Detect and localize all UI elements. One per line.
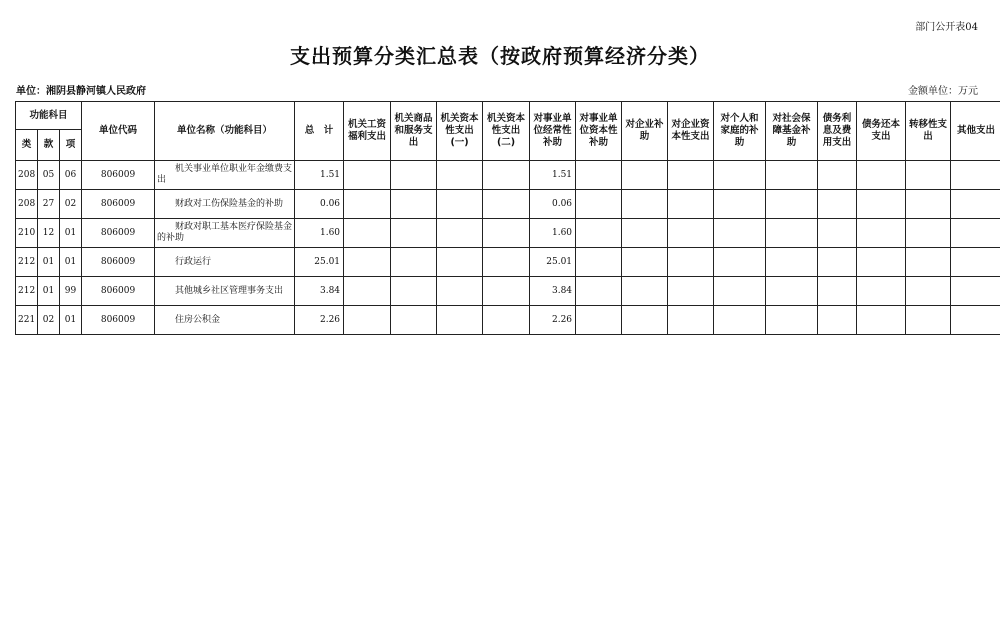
cell-kuan: 05 bbox=[38, 161, 60, 190]
cell-c3 bbox=[437, 161, 483, 190]
cell-c1 bbox=[344, 277, 391, 306]
cell-c11 bbox=[818, 161, 857, 190]
cell-unit-name-text: 机关事业单位职业年金缴费支出 bbox=[157, 164, 293, 185]
cell-unit-name bbox=[155, 190, 295, 219]
cell-total: 1.60 bbox=[295, 219, 344, 248]
cell-c14 bbox=[951, 219, 1000, 248]
cell-lei: 208 bbox=[16, 190, 38, 219]
page-title: 支出预算分类汇总表（按政府预算经济分类） bbox=[290, 44, 710, 68]
cell-c8 bbox=[668, 219, 714, 248]
cell-c14 bbox=[951, 161, 1000, 190]
cell-lei: 212 bbox=[16, 248, 38, 277]
cell-c8 bbox=[668, 277, 714, 306]
cell-c10 bbox=[766, 219, 818, 248]
cell-c4 bbox=[483, 306, 530, 335]
header-c4: 机关资本性支出(二) bbox=[483, 102, 530, 161]
cell-c5: 1.60 bbox=[530, 219, 576, 248]
amount-unit: 金额单位：万元 bbox=[908, 86, 978, 97]
cell-total: 25.01 bbox=[295, 248, 344, 277]
cell-c6 bbox=[576, 306, 622, 335]
cell-c5: 0.06 bbox=[530, 190, 576, 219]
cell-xiang: 01 bbox=[60, 248, 82, 277]
cell-c13 bbox=[906, 306, 951, 335]
cell-unit-code: 806009 bbox=[82, 306, 155, 335]
cell-c13 bbox=[906, 190, 951, 219]
header-c14: 其他支出 bbox=[951, 102, 1000, 161]
cell-c7 bbox=[622, 219, 668, 248]
header-func-subject: 功能科目 bbox=[16, 102, 82, 130]
cell-unit-name-text: 其他城乡社区管理事务支出 bbox=[175, 285, 284, 296]
cell-c4 bbox=[483, 190, 530, 219]
cell-c11 bbox=[818, 219, 857, 248]
header-unit-name: 单位名称（功能科目） bbox=[155, 102, 295, 161]
cell-unit-name-text: 财政对工伤保险基金的补助 bbox=[175, 198, 284, 209]
table-row bbox=[16, 190, 1000, 219]
cell-c3 bbox=[437, 219, 483, 248]
cell-unit-name bbox=[155, 219, 295, 248]
cell-unit-name bbox=[155, 161, 295, 190]
header-c8: 对企业资本性支出 bbox=[668, 102, 714, 161]
cell-unit-name-text: 行政运行 bbox=[175, 256, 212, 267]
table-row bbox=[16, 248, 1000, 277]
cell-c7 bbox=[622, 248, 668, 277]
cell-unit-code: 806009 bbox=[82, 277, 155, 306]
cell-c11 bbox=[818, 248, 857, 277]
cell-c12 bbox=[857, 190, 906, 219]
cell-c4 bbox=[483, 219, 530, 248]
cell-c8 bbox=[668, 161, 714, 190]
cell-c14 bbox=[951, 306, 1000, 335]
header-lei: 类 bbox=[16, 130, 38, 161]
cell-unit-name-text: 住房公积金 bbox=[175, 314, 221, 325]
cell-kuan: 01 bbox=[38, 248, 60, 277]
cell-c9 bbox=[714, 190, 766, 219]
cell-c10 bbox=[766, 277, 818, 306]
cell-c12 bbox=[857, 219, 906, 248]
cell-kuan: 27 bbox=[38, 190, 60, 219]
cell-c9 bbox=[714, 277, 766, 306]
cell-c6 bbox=[576, 248, 622, 277]
cell-c1 bbox=[344, 161, 391, 190]
cell-unit-code: 806009 bbox=[82, 248, 155, 277]
cell-c10 bbox=[766, 161, 818, 190]
cell-total: 1.51 bbox=[295, 161, 344, 190]
table-row bbox=[16, 306, 1000, 335]
cell-c6 bbox=[576, 277, 622, 306]
cell-lei: 210 bbox=[16, 219, 38, 248]
cell-c13 bbox=[906, 161, 951, 190]
cell-c4 bbox=[483, 161, 530, 190]
cell-lei: 208 bbox=[16, 161, 38, 190]
cell-c10 bbox=[766, 248, 818, 277]
cell-total: 2.26 bbox=[295, 306, 344, 335]
header-c12: 债务还本支出 bbox=[857, 102, 906, 161]
table-row bbox=[16, 161, 1000, 190]
header-c7: 对企业补助 bbox=[622, 102, 668, 161]
cell-c10 bbox=[766, 306, 818, 335]
cell-c1 bbox=[344, 306, 391, 335]
cell-c7 bbox=[622, 306, 668, 335]
cell-unit-name-text: 财政对职工基本医疗保险基金的补助 bbox=[157, 222, 293, 243]
header-c10: 对社会保障基金补助 bbox=[766, 102, 818, 161]
cell-unit-name bbox=[155, 306, 295, 335]
cell-c7 bbox=[622, 161, 668, 190]
cell-c12 bbox=[857, 306, 906, 335]
cell-c2 bbox=[391, 219, 437, 248]
cell-kuan: 01 bbox=[38, 277, 60, 306]
cell-c2 bbox=[391, 161, 437, 190]
cell-c14 bbox=[951, 277, 1000, 306]
cell-c5: 25.01 bbox=[530, 248, 576, 277]
cell-unit-name bbox=[155, 248, 295, 277]
cell-c9 bbox=[714, 248, 766, 277]
cell-c2 bbox=[391, 306, 437, 335]
header-c9: 对个人和家庭的补助 bbox=[714, 102, 766, 161]
cell-c12 bbox=[857, 161, 906, 190]
cell-c3 bbox=[437, 190, 483, 219]
cell-kuan: 02 bbox=[38, 306, 60, 335]
cell-c2 bbox=[391, 277, 437, 306]
cell-total: 0.06 bbox=[295, 190, 344, 219]
cell-c8 bbox=[668, 190, 714, 219]
cell-c13 bbox=[906, 219, 951, 248]
header-c6: 对事业单位资本性补助 bbox=[576, 102, 622, 161]
table-row bbox=[16, 277, 1000, 306]
expenditure-table bbox=[15, 101, 1000, 335]
cell-c6 bbox=[576, 190, 622, 219]
header-c1: 机关工资福利支出 bbox=[344, 102, 391, 161]
cell-unit-code: 806009 bbox=[82, 190, 155, 219]
cell-c12 bbox=[857, 277, 906, 306]
header-c2: 机关商品和服务支出 bbox=[391, 102, 437, 161]
cell-c6 bbox=[576, 161, 622, 190]
cell-c5: 3.84 bbox=[530, 277, 576, 306]
header-xiang: 项 bbox=[60, 130, 82, 161]
header-c3: 机关资本性支出(一) bbox=[437, 102, 483, 161]
cell-c11 bbox=[818, 190, 857, 219]
header-unit-code: 单位代码 bbox=[82, 102, 155, 161]
cell-c9 bbox=[714, 306, 766, 335]
cell-unit-code: 806009 bbox=[82, 219, 155, 248]
cell-c4 bbox=[483, 248, 530, 277]
cell-c12 bbox=[857, 248, 906, 277]
cell-c11 bbox=[818, 277, 857, 306]
cell-c3 bbox=[437, 248, 483, 277]
cell-xiang: 06 bbox=[60, 161, 82, 190]
cell-xiang: 99 bbox=[60, 277, 82, 306]
cell-c7 bbox=[622, 277, 668, 306]
cell-c13 bbox=[906, 248, 951, 277]
cell-c1 bbox=[344, 248, 391, 277]
cell-xiang: 02 bbox=[60, 190, 82, 219]
cell-xiang: 01 bbox=[60, 306, 82, 335]
cell-c3 bbox=[437, 277, 483, 306]
cell-unit-code: 806009 bbox=[82, 161, 155, 190]
cell-c14 bbox=[951, 248, 1000, 277]
cell-c4 bbox=[483, 277, 530, 306]
cell-kuan: 12 bbox=[38, 219, 60, 248]
cell-c3 bbox=[437, 306, 483, 335]
cell-c5: 1.51 bbox=[530, 161, 576, 190]
cell-c11 bbox=[818, 306, 857, 335]
cell-c9 bbox=[714, 161, 766, 190]
cell-c8 bbox=[668, 306, 714, 335]
cell-c10 bbox=[766, 190, 818, 219]
header-c5: 对事业单位经常性补助 bbox=[530, 102, 576, 161]
cell-c1 bbox=[344, 219, 391, 248]
header-total: 总 计 bbox=[295, 102, 344, 161]
header-c11: 债务利息及费用支出 bbox=[818, 102, 857, 161]
cell-c1 bbox=[344, 190, 391, 219]
unit-label: 单位：湘阴县静河镇人民政府 bbox=[16, 86, 146, 97]
cell-c2 bbox=[391, 248, 437, 277]
cell-lei: 212 bbox=[16, 277, 38, 306]
header-kuan: 款 bbox=[38, 130, 60, 161]
cell-c7 bbox=[622, 190, 668, 219]
cell-c8 bbox=[668, 248, 714, 277]
cell-total: 3.84 bbox=[295, 277, 344, 306]
form-code: 部门公开表04 bbox=[915, 22, 978, 33]
cell-c2 bbox=[391, 190, 437, 219]
cell-xiang: 01 bbox=[60, 219, 82, 248]
cell-c6 bbox=[576, 219, 622, 248]
header-c13: 转移性支出 bbox=[906, 102, 951, 161]
cell-c13 bbox=[906, 277, 951, 306]
cell-unit-name bbox=[155, 277, 295, 306]
cell-lei: 221 bbox=[16, 306, 38, 335]
table-row bbox=[16, 219, 1000, 248]
cell-c5: 2.26 bbox=[530, 306, 576, 335]
cell-c9 bbox=[714, 219, 766, 248]
cell-c14 bbox=[951, 190, 1000, 219]
